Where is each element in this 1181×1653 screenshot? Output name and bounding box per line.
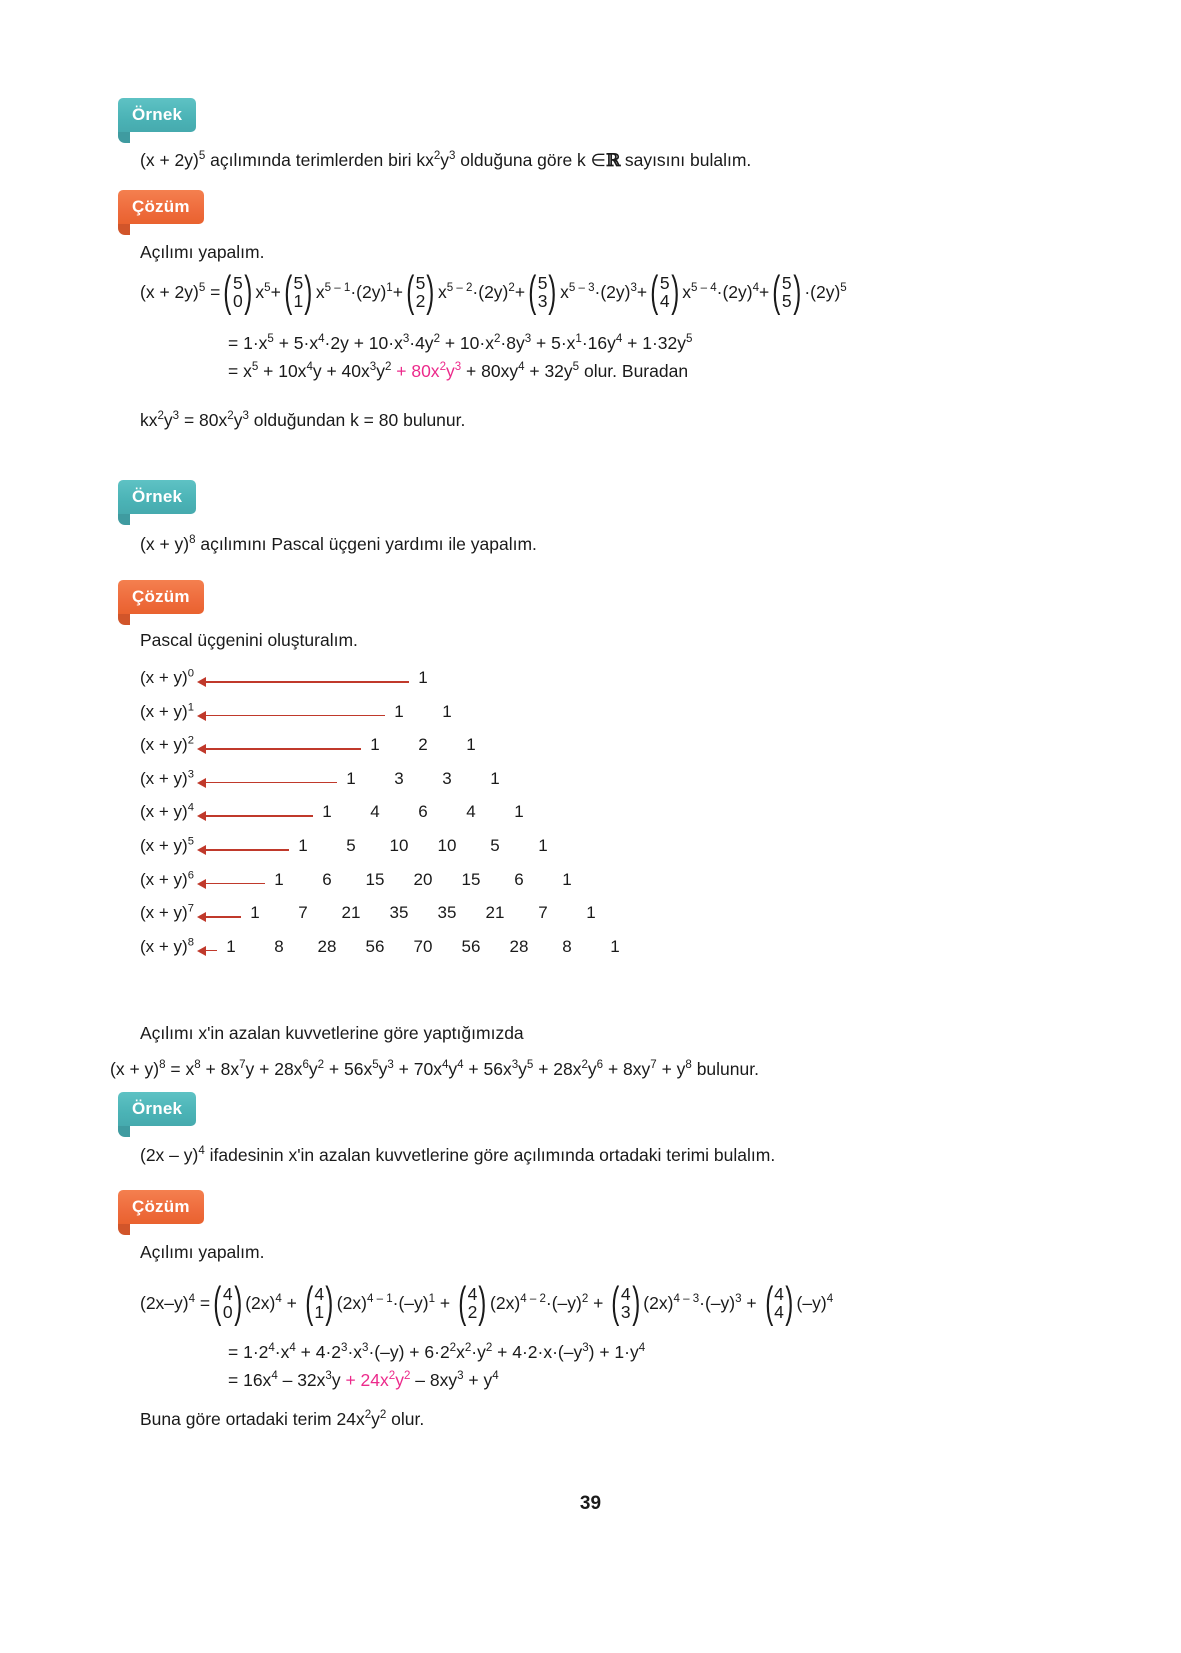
- q2-part1: (x + y): [140, 534, 190, 554]
- element-of-symbol: ∈: [590, 150, 606, 170]
- solution-1-intro: Açılımı yapalım.: [140, 242, 265, 262]
- pascal-row-label: $(x + y)^4$: [140, 801, 194, 822]
- q1-exp1: 5: [198, 150, 206, 163]
- binom-values: 5 0: [233, 273, 243, 312]
- pascal-number: 2: [418, 735, 428, 755]
- pascal-number: 28: [509, 936, 529, 956]
- arrow-shaft: [203, 950, 217, 952]
- real-numbers-symbol: ℝ: [605, 151, 620, 171]
- binom-values: 5 1: [293, 273, 304, 312]
- binom-values: 5 3: [537, 273, 548, 312]
- q1-exp2: 2: [433, 150, 441, 163]
- pascal-row-arrow: [197, 912, 241, 922]
- solution-2-note: Açılımı x'in azalan kuvvetlerine göre yaptığımızda: [140, 1023, 524, 1043]
- pascal-number: 35: [389, 903, 409, 923]
- pascal-row-label: $(x + y)^6$: [140, 868, 194, 889]
- pascal-number: 1: [298, 836, 308, 855]
- s1l1-lhs-exp: 5: [198, 282, 206, 295]
- ornek-badge-2: [118, 480, 196, 514]
- binomial-4-2: [455, 1278, 490, 1328]
- pascal-number: 20: [413, 869, 433, 889]
- pascal-number: 3: [442, 768, 452, 788]
- cozum-badge-1: [118, 190, 204, 224]
- binomial-4-1: [302, 1278, 337, 1328]
- ornek-badge-2-label: Örnek: [132, 487, 183, 506]
- solution-3-conclusion: Buna göre ortadaki terim $24x^2y^2$ olur.: [140, 1409, 425, 1429]
- solution-3-intro: Açılımı yapalım.: [140, 1242, 265, 1262]
- q1-part4: olduğuna göre k: [455, 150, 591, 170]
- binom-values: 4 2: [467, 1284, 478, 1323]
- pascal-number: 1: [322, 802, 332, 822]
- example-3-question: [140, 1143, 775, 1168]
- pascal-number: 1: [586, 903, 596, 923]
- pascal-number: 1: [514, 802, 524, 822]
- paren-left: (: [764, 1278, 773, 1328]
- pascal-number: 6: [322, 869, 332, 889]
- highlighted-term-3: + $24x^2y^2$: [345, 1370, 411, 1390]
- q3-part1: (2x – y): [140, 1145, 199, 1165]
- pascal-row-label: $(x + y)^5$: [140, 835, 194, 855]
- pascal-number: 7: [538, 903, 548, 923]
- pascal-number: 15: [365, 869, 385, 889]
- solution-1-line-1: $(x + 2y)^5$ = ( 5 0 ) $x^5+$ ( 5 1 ) $x^{5 - 1}\cdot(2y)^1+$ ( 5 2 ) $x^{5 - 2}\cdot(2y)^2+$ ( 5 3 ) $x^{5 - 3}\cdot(2y)^3+$ ( 5 4 ) $x^{5 - 4}\cdot(2y)^4+$ ( 5 5 ) $\cdot(2y)^5$: [140, 267, 847, 317]
- paren-left: (: [284, 267, 293, 317]
- paren-right: ): [670, 267, 679, 317]
- ornek-badge-1-label: Örnek: [132, 105, 183, 124]
- pascal-row-arrow: [197, 677, 409, 687]
- cozum-badge-1-label: Çözüm: [132, 197, 190, 216]
- paren-right: ): [325, 1278, 334, 1328]
- q2-exp: 8: [189, 534, 196, 547]
- arrow-shaft: [203, 748, 361, 750]
- cozum-badge-3: [118, 1190, 204, 1224]
- pascal-number: 56: [461, 936, 481, 956]
- paren-right: ): [233, 1278, 242, 1328]
- paren-left: (: [213, 1278, 222, 1328]
- solution-2-intro: Pascal üçgenini oluşturalım.: [140, 630, 358, 650]
- s3l1-lhs-exp: 4: [188, 1293, 196, 1306]
- q3-exp: 4: [198, 1145, 205, 1158]
- pascal-row-arrow: [197, 711, 385, 721]
- binomial-4-3: [608, 1278, 643, 1328]
- q1-part2: açılımında terimlerden biri kx: [205, 150, 434, 170]
- arrow-shaft: [203, 715, 385, 717]
- paren-left: (: [223, 267, 232, 317]
- ornek-badge-3: [118, 1092, 196, 1126]
- pascal-number: 3: [394, 768, 404, 788]
- pascal-number: 7: [298, 903, 308, 923]
- arrow-shaft: [203, 782, 337, 784]
- paren-right: ): [548, 267, 557, 317]
- binomial-5-0: [220, 267, 255, 317]
- pascal-number: 5: [490, 836, 500, 855]
- pascal-number: 8: [274, 936, 284, 956]
- pascal-number: 1: [346, 768, 356, 788]
- s3l1-lhs: (2x–y): [140, 1293, 189, 1313]
- pascal-number: 6: [514, 869, 524, 889]
- pascal-number: 1: [394, 701, 404, 721]
- pascal-number: 28: [317, 936, 337, 956]
- pascal-number: 10: [437, 836, 457, 855]
- paren-right: ): [478, 1278, 487, 1328]
- pascal-number: 70: [413, 936, 433, 956]
- binom-values: 4 0: [222, 1284, 233, 1323]
- s3l1-eq: =: [199, 1293, 211, 1313]
- pascal-row-arrow: [197, 811, 313, 821]
- cozum-badge-3-label: Çözüm: [132, 1197, 190, 1216]
- pascal-number: 8: [562, 936, 572, 956]
- pascal-number: 1: [250, 903, 260, 923]
- pascal-row-label: $(x + y)^0$: [140, 667, 194, 687]
- paren-right: ): [304, 267, 313, 317]
- pascal-number: 1: [226, 936, 236, 956]
- pascal-row-label: $(x + y)^1$: [140, 700, 194, 721]
- pascal-row-label: $(x + y)^3$: [140, 768, 194, 788]
- paren-right: ): [631, 1278, 640, 1328]
- paren-right: ): [792, 267, 802, 317]
- binomial-5-3: [525, 267, 560, 317]
- arrow-shaft: [203, 681, 409, 683]
- binomial-4-0: [210, 1278, 245, 1328]
- ornek-badge-3-label: Örnek: [132, 1099, 183, 1118]
- pascal-row-arrow: [197, 946, 217, 956]
- paren-left: (: [772, 267, 781, 317]
- paren-right: ): [785, 1278, 794, 1328]
- pascal-row-arrow: [197, 744, 361, 754]
- pascal-row-label: $(x + y)^2$: [140, 734, 194, 755]
- solution-2-expansion: $(x + y)^8 = x^8 + 8x^7y + 28x^6y^2 + 56x^5y^3 + 70x^4y^4 + 56x^3y^5 + 28x^2y^6 + 8xy^7 + y^8$ bulunur.: [110, 1059, 759, 1079]
- pascal-number: 35: [437, 903, 457, 923]
- pascal-number: 10: [389, 836, 409, 855]
- binom-values: 5 4: [659, 273, 670, 312]
- pascal-number: 1: [418, 668, 428, 687]
- q1-part3: y: [440, 150, 449, 170]
- arrow-shaft: [203, 883, 265, 885]
- pascal-number: 1: [466, 735, 476, 755]
- pascal-number: 15: [461, 869, 481, 889]
- pascal-number: 6: [418, 802, 428, 822]
- example-2-question: [140, 532, 537, 557]
- pascal-number: 56: [365, 936, 385, 956]
- cozum-badge-2: [118, 580, 204, 614]
- cozum-badge-2-label: Çözüm: [132, 587, 190, 606]
- pascal-row-label: $(x + y)^7$: [140, 902, 194, 923]
- pascal-number: 4: [370, 802, 380, 822]
- q1-part5: sayısını bulalım.: [619, 150, 752, 170]
- pascal-number: 5: [346, 836, 356, 855]
- pascal-number: 1: [610, 936, 620, 956]
- q1-exp3: 3: [449, 150, 456, 163]
- binom-values: 4 3: [620, 1284, 631, 1323]
- q2-part2: açılımını Pascal üçgeni yardımı ile yapalım.: [195, 534, 537, 554]
- binomial-5-4: [647, 267, 682, 317]
- page-number: 39: [579, 1493, 602, 1514]
- paren-right: ): [426, 267, 435, 317]
- solution-1-line-2: = $1\cdot x^5 + 5\cdot x^4\cdot 2y + 10\cdot x^3\cdot 4y^2 + 10\cdot x^2\cdot 8y^3 + 5\cdot x^1\cdot 16y^4 + 1\cdot 32y^5$: [228, 333, 693, 353]
- paren-left: (: [650, 267, 659, 317]
- paren-left: (: [458, 1278, 467, 1328]
- binomial-4-4: [762, 1278, 797, 1328]
- solution-3-line-3: = $16x^4 - 32x^3y + 24x^2y^2 - 8xy^3 + y^4$: [228, 1370, 499, 1390]
- q3-part2: ifadesinin x'in azalan kuvvetlerine göre açılımında ortadaki terimi bulalım.: [204, 1145, 776, 1165]
- pascal-number: 1: [538, 836, 548, 855]
- s1l1-eq: =: [210, 282, 221, 302]
- binomial-5-2: [403, 267, 438, 317]
- pascal-row-label: $(x + y)^8$: [140, 936, 194, 956]
- pascal-number: 1: [442, 701, 452, 721]
- binom-values: 5 5: [781, 273, 792, 312]
- solution-1-line-3: = $x^5 + 10x^4y + 40x^3y^2 + 80x^2y^3 + 80xy^4 + 32y^5$ olur. Buradan: [228, 361, 689, 381]
- paren-left: (: [611, 1278, 620, 1328]
- binom-values: 4 4: [774, 1284, 784, 1323]
- pascal-number: 1: [370, 735, 380, 755]
- q1-part1: (x + 2y): [140, 150, 199, 170]
- pascal-row-arrow: [197, 845, 289, 855]
- arrow-shaft: [203, 815, 313, 817]
- solution-3-line-2: = $1\cdot 2^4\cdot x^4 + 4\cdot 2^3\cdot x^3\cdot(-y) + 6\cdot 2^2x^2\cdot y^2 + 4\cdot 2\cdot x\cdot(-y^3) + 1\cdot y^4$: [228, 1342, 646, 1362]
- pascal-number: 21: [341, 903, 361, 923]
- pascal-row-arrow: [197, 778, 337, 788]
- pascal-number: 1: [562, 869, 572, 889]
- binomial-5-1: [281, 267, 316, 317]
- paren-left: (: [406, 267, 415, 317]
- paren-left: (: [528, 267, 537, 317]
- example-1-question: [140, 148, 751, 174]
- pascal-number: 1: [490, 768, 500, 788]
- solution-3-line-1: $(2x-y)^4$ = ( 4 0 ) $(2x)^4$ + ( 4 1 ) $(2x)^{4 - 1}\cdot(-y)^1$ + ( 4 2 ) $(2x)^{4 - 2}\cdot(-y)^2$ + ( 4 3 ) $(2x)^{4 - 3}\cdot(-y)^3$ + ( 4 4 ) $(-y)^4$: [140, 1278, 834, 1328]
- arrow-shaft: [203, 849, 289, 851]
- pascal-number: 21: [485, 903, 505, 923]
- binom-values: 5 2: [415, 273, 426, 312]
- ornek-badge-1: [118, 98, 196, 132]
- paren-right: ): [244, 267, 253, 317]
- paren-left: (: [305, 1278, 314, 1328]
- binomial-5-5: [769, 267, 804, 317]
- solution-1-conclusion: $kx^2y^3 = 80x^2y^3$ olduğundan k = 80 bulunur.: [140, 410, 466, 430]
- arrow-shaft: [203, 916, 241, 918]
- binom-values: 4 1: [314, 1284, 325, 1323]
- pascal-number: 1: [274, 869, 284, 889]
- pascal-number: 4: [466, 802, 476, 822]
- s1l1-lhs: (x + 2y): [140, 282, 199, 302]
- pascal-row-arrow: [197, 879, 265, 889]
- highlighted-term-1: + $80x^2y^3$: [396, 361, 462, 381]
